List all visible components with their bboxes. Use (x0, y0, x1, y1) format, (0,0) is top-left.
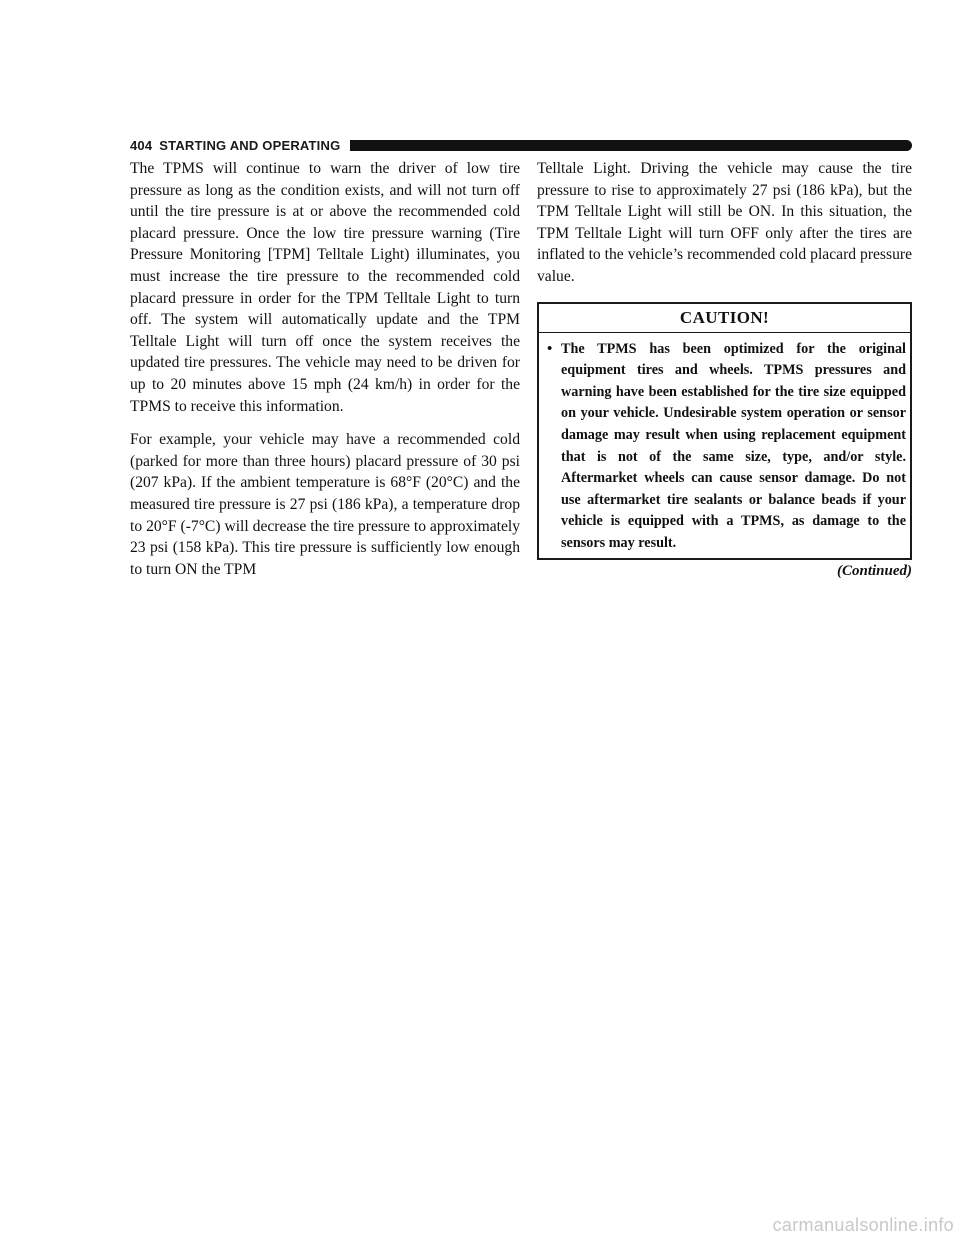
bullet-icon: • (547, 340, 553, 357)
watermark: carmanualsonline.info (772, 1215, 954, 1235)
page-number: 404 (130, 137, 153, 153)
body-paragraph: The TPMS will continue to warn the driver of low tire pressure as long as the condition exists, and will not turn off until the tire pressure is at or above the recommended cold placard pressure. Once the low tire pressure warning (Tire Pressure Monitoring [TPM] Telltale Light) illuminates, you must increase the tire pressure to the recommended cold placard pressure in order for the TPM Telltale Light to turn off. The system will automatically update and the TPM Telltale Light will turn off once the system receives the updated tire pressures. The vehicle may need to be driven for up to 20 minutes above 15 mph (24 km/h) in order for the TPMS to receive this information. (130, 160, 520, 415)
caution-title: CAUTION! (539, 304, 910, 333)
header-rule (350, 140, 912, 151)
continued-label: (Continued) (836, 562, 912, 579)
caution-text: The TPMS has been optimized for the original equipment tires and wheels. TPMS pressures and warning have been established for the tire size equipped on your vehicle. Undesirable system operation or sensor damage may result when using replacement equipment that is not of the same size, type, and/or style. Aftermarket wheels can cause sensor damage. Do not use aftermarket tire sealants or balance beads if your vehicle is equipped with a TPMS, as damage to the sensors may result. (561, 340, 906, 551)
right-column (537, 158, 912, 581)
body-paragraph: Telltale Light. Driving the vehicle may cause the tire pressure to rise to approximately 27 psi (186 kPa), but the TPM Telltale Light will still be ON. In this situation, the TPM Telltale Light will turn OFF only after the tires are inflated to the vehicle’s recommended cold placard pressure value. (537, 160, 912, 285)
caution-item (539, 333, 910, 558)
body-paragraph: For example, your vehicle may have a recommended cold (parked for more than three hours) placard pressure of 30 psi (207 kPa). If the ambient temperature is 68°F (20°C) and the measured tire pressure is 27 psi (186 kPa), a temperature drop to 20°F (-7°C) will decrease the tire pressure to approximately 23 psi (158 kPa). This tire pressure is sufficiently low enough to turn ON the TPM (130, 431, 520, 578)
section-title: STARTING AND OPERATING (159, 137, 341, 153)
left-column (130, 158, 520, 592)
page-header (130, 136, 912, 154)
caution-box (537, 302, 912, 560)
